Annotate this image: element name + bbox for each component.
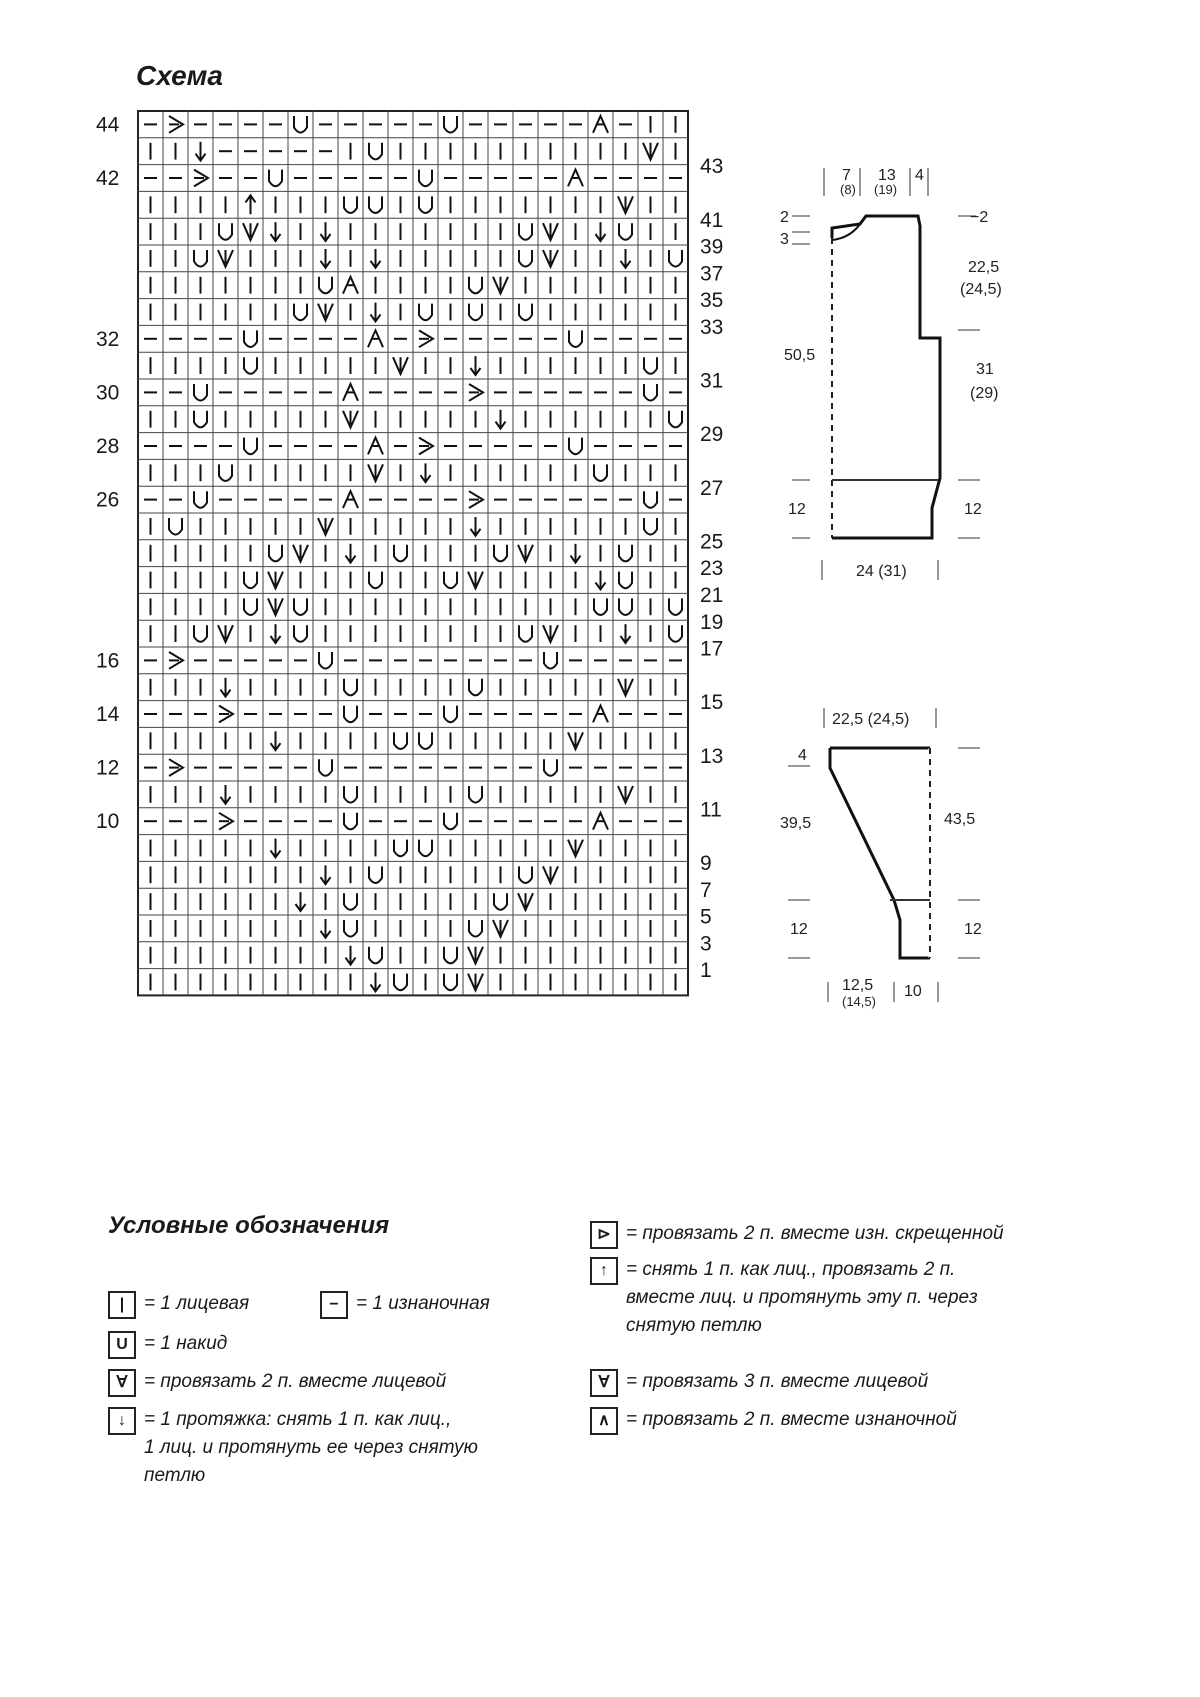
dim-label: (14,5) xyxy=(842,994,876,1009)
legend-item xyxy=(108,1406,478,1490)
sk2p-icon: ↑ xyxy=(590,1257,618,1285)
dim-label: 7 xyxy=(842,167,851,184)
row-number-left: 42 xyxy=(96,167,120,190)
row-number-right: 29 xyxy=(700,423,724,447)
dim-label: −2 xyxy=(970,209,989,226)
k3tog-icon: ∀ xyxy=(590,1369,618,1397)
dim-label: 3 xyxy=(780,231,789,248)
dim-label: 13 xyxy=(878,167,896,184)
body-schematic xyxy=(780,167,1002,580)
row-number-right: 3 xyxy=(700,932,712,956)
row-number-right: 37 xyxy=(700,262,724,286)
row-number-left: 26 xyxy=(96,488,120,512)
knitting-chart xyxy=(92,105,752,1020)
row-number-right: 9 xyxy=(700,852,712,875)
legend-item xyxy=(590,1220,1004,1249)
legend-text: = 1 протяжка: снять 1 п. как лиц., 1 лиц. и протянуть ее через снятую петлю xyxy=(144,1409,478,1486)
dim-label: 50,5 xyxy=(784,347,816,364)
legend-item xyxy=(320,1290,490,1319)
dim-label: 12 xyxy=(964,921,982,938)
row-number-left: 10 xyxy=(96,810,120,834)
legend-text: = провязать 2 п. вместе лицевой xyxy=(144,1371,447,1392)
dim-label: 22,5 xyxy=(968,259,1000,276)
row-number-right: 25 xyxy=(700,530,724,554)
legend-item xyxy=(108,1368,446,1397)
yarn-over-icon: U xyxy=(108,1331,136,1359)
row-number-left: 32 xyxy=(96,327,120,351)
dim-label: 4 xyxy=(798,747,807,764)
row-number-right: 7 xyxy=(700,878,712,902)
legend-text: = 1 изнаночная xyxy=(356,1293,490,1314)
legend-item xyxy=(108,1290,249,1319)
row-number-right: 27 xyxy=(700,476,724,500)
row-number-left: 44 xyxy=(96,113,120,137)
chart-title: Схема xyxy=(136,60,223,91)
row-number-right: 41 xyxy=(700,208,724,232)
row-number-right: 11 xyxy=(700,798,722,822)
dim-label: 12,5 xyxy=(842,977,874,994)
dim-label: (19) xyxy=(874,182,898,197)
dim-label: 12 xyxy=(788,501,806,518)
row-number-left: 28 xyxy=(96,435,120,458)
k2tog-icon: ∀ xyxy=(108,1369,136,1397)
row-number-right: 39 xyxy=(700,235,724,259)
dim-label: 10 xyxy=(904,983,922,1000)
row-number-right: 33 xyxy=(700,316,724,339)
legend-item xyxy=(590,1368,928,1397)
sleeve-schematic xyxy=(780,708,982,1009)
legend-text: = провязать 2 п. вместе изнаночной xyxy=(626,1409,957,1430)
p2tog-icon: ∧ xyxy=(590,1407,618,1435)
knit-icon: | xyxy=(108,1291,136,1319)
dim-label: 12 xyxy=(790,921,808,938)
dim-label: 43,5 xyxy=(944,811,976,828)
dim-label: 24 (31) xyxy=(856,563,907,580)
purl-icon: − xyxy=(320,1291,348,1319)
garment-diagrams xyxy=(780,160,1040,1040)
ssk-icon: ↓ xyxy=(108,1407,136,1435)
row-number-right: 43 xyxy=(700,155,724,179)
row-number-right: 17 xyxy=(700,637,724,661)
legend-item xyxy=(590,1406,957,1435)
dim-label: 22,5 (24,5) xyxy=(832,711,910,728)
row-number-right: 13 xyxy=(700,744,724,768)
row-number-left: 14 xyxy=(96,703,120,726)
row-number-right: 31 xyxy=(700,369,724,393)
legend-item xyxy=(590,1256,978,1340)
dim-label: 31 xyxy=(976,361,994,378)
row-number-left: 30 xyxy=(96,381,120,405)
legend-item xyxy=(108,1330,227,1359)
row-number-right: 19 xyxy=(700,610,724,634)
row-number-right: 21 xyxy=(700,584,724,607)
dim-label: (8) xyxy=(840,182,856,197)
row-number-left: 12 xyxy=(96,756,120,780)
legend-text: = провязать 3 п. вместе лицевой xyxy=(626,1371,929,1392)
row-number-right: 5 xyxy=(700,905,712,929)
legend-text: = провязать 2 п. вместе изн. скрещенной xyxy=(626,1223,1004,1244)
legend-text: = 1 лицевая xyxy=(144,1293,250,1314)
row-number-right: 35 xyxy=(700,289,724,313)
row-number-right: 15 xyxy=(700,691,724,715)
legend-text: = снять 1 п. как лиц., провязать 2 п. вместе лиц. и протянуть эту п. через снятую петлю xyxy=(626,1259,978,1336)
row-number-left: 16 xyxy=(96,649,120,673)
dim-label: 4 xyxy=(915,167,924,184)
row-number-right: 23 xyxy=(700,557,724,581)
p2tog-tbl-icon: ⊳ xyxy=(590,1221,618,1249)
row-number-right: 1 xyxy=(700,959,712,983)
dim-label: (29) xyxy=(970,385,999,402)
dim-label: 2 xyxy=(780,209,789,226)
dim-label: 12 xyxy=(964,501,982,518)
dim-label: 39,5 xyxy=(780,815,812,832)
dim-label: (24,5) xyxy=(960,281,1002,298)
legend-text: = 1 накид xyxy=(144,1333,228,1354)
legend-title: Условные обозначения xyxy=(108,1212,390,1239)
